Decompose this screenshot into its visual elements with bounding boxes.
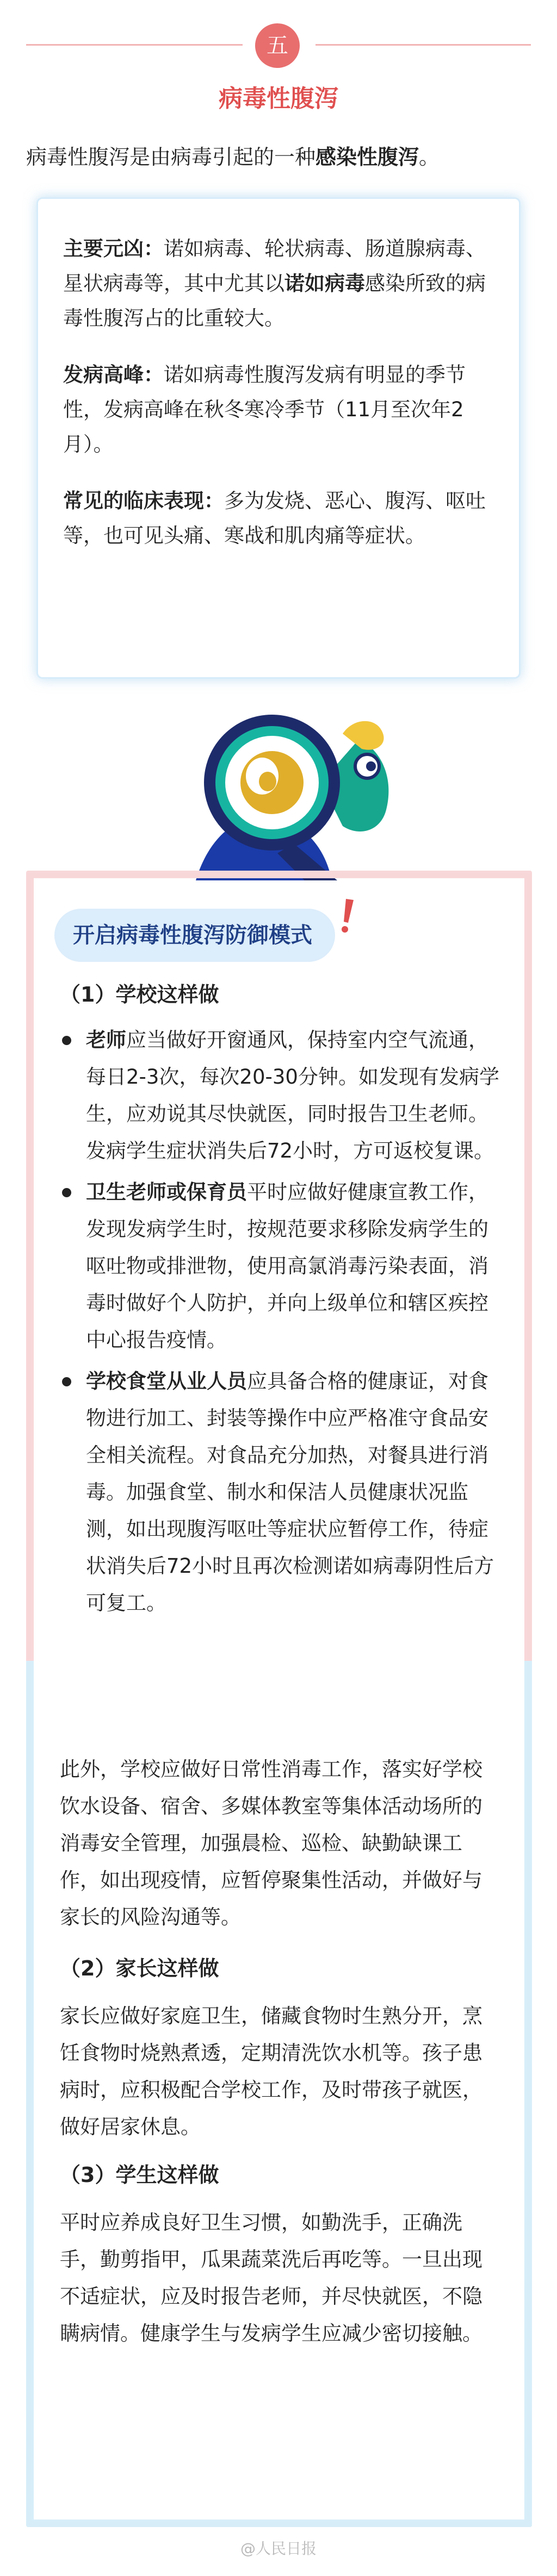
info-peak-text: 诺如病毒性腹泻发病有明显的季节性，发病高峰在秋冬寒冷季节（11月至次年2月）。 [63,363,466,456]
section-number-badge: 五 [255,23,300,68]
item-text: 应具备合格的健康证，对食物进行加工、封装等操作中应严格准守食品安全相关流程。对食品充分加热，对餐具进行消毒。加强食堂、制水和保洁人员健康状况监测，如出现腹泻呕吐等症状应暂停工作，待症状消失后72小时且再次检测诺如病毒阴性后方可复工。 [86,1370,494,1615]
info-peak-label: 发病高峰： [63,363,164,386]
intro-post: 。 [419,145,440,169]
info-symptoms-label: 常见的临床表现： [63,489,224,512]
info-pathogen-text-a: 诺如病毒、轮状病毒、肠道腺病毒、星状病毒等，其中尤其以 [63,237,486,295]
bullet-dot [62,1377,71,1386]
list-item [60,1174,502,1359]
item-bold: 学校食堂从业人员 [86,1370,247,1393]
parents-text: 家长应做好家庭卫生，储藏食物时生熟分开，烹饪食物时烧熟煮透，定期清洗饮水机等。孩子患病时，应积极配合学校工作，及时带孩子就医，做好居家休息。 [60,2004,482,2139]
bullet-dot [62,1036,71,1045]
item-text: 平时应做好健康宣教工作，发现发病学生时，按规范要求移除发病学生的呕吐物或排泄物，使用高氯消毒污染表面，消毒时做好个人防护，并向上级单位和辖区疾控中心报告疫情。 [86,1180,488,1352]
watermark: @人民日报 [240,2540,317,2558]
school-extra-text: 此外，学校应做好日常性消毒工作，落实好学校饮水设备、宿舍、多媒体教室等集体活动场所的消毒安全管理，加强晨检、巡检、缺勤缺课工作，如出现疫情，应暂停聚集性活动，并做好与家长的风险沟通等。 [60,1758,482,1929]
exclamation-icon [339,898,356,936]
list-item [60,1022,502,1170]
item-bold: 卫生老师或保育员 [86,1180,247,1204]
bullet-dot [62,1188,71,1197]
header-divider-left [26,44,243,46]
students-heading: （3）学生这样做 [60,2163,219,2187]
intro-text [26,140,537,174]
info-symptoms [63,484,494,553]
info-box [38,199,519,677]
info-pathogen-label: 主要元凶： [63,237,164,260]
info-pathogen [63,232,494,336]
mascot-pupil [366,761,376,771]
school-list [60,1022,502,1626]
info-pathogen-bold: 诺如病毒 [284,272,365,295]
mascot-hair [343,721,384,750]
intro-pre: 病毒性腹泻是由病毒引起的一种 [26,145,316,169]
info-pathogen-text-b: 感染所致的病毒性腹泻占的比重较大。 [63,272,486,330]
school-heading: （1）学校这样做 [60,983,219,1006]
item-text: 应当做好开窗通风，保持室内空气流通，每日2-3次，每次20-30分钟。如发现有发病学生，应劝说其尽快就医，同时报告卫生老师。发病学生症状消失后72小时，方可返校复课。 [86,1028,499,1162]
intro-bold: 感染性腹泻 [315,145,419,169]
students-text: 平时应养成良好卫生习惯，如勤洗手，正确洗手，勤剪指甲，瓜果蔬菜洗后再吃等。一旦出现不适症状，应及时报告老师，并尽快就医，不隐瞒病情。健康学生与发病学生应减少密切接触。 [60,2211,482,2345]
header-divider-right [315,44,531,46]
parents-heading: （2）家长这样做 [60,1956,219,1980]
item-bold: 老师 [86,1028,126,1052]
magnifier-highlight-core [259,772,276,791]
mascot-illustration [180,701,408,880]
defense-mode-pill: 开启病毒性腹泻防御模式 [54,909,335,962]
info-symptoms-text: 多为发烧、恶心、腹泻、呕吐等，也可见头痛、寒战和肌肉痛等症状。 [63,489,486,547]
section-title: 病毒性腹泻 [219,85,338,112]
info-peak [63,358,494,462]
list-item [60,1363,502,1622]
